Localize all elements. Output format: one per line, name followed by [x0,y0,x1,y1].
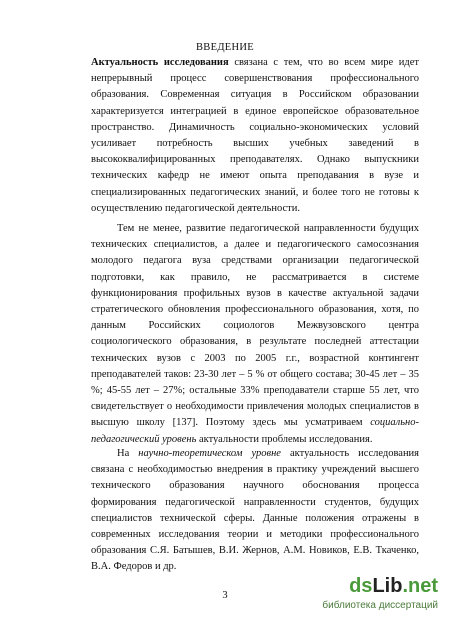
dslib-logo: dsLib.net [349,575,438,597]
paragraph-3-emphasis: научно-теоретическом уровне [138,448,281,459]
paragraph-3-text-b: актуальность исследования связана с необходимостью внедрения в практику учреждений высшего технического образования научного обоснования процесса формирования педагогической направленности студентов, будущих специалистов технической сферы. Данные положения отражены в современных исследования теории и методики профессионального образования С.Я. Батышев, В.И. Жернов, А.М. Новиков, Е.В. Ткаченко, В.А. Федоров и др. [91,448,420,573]
paragraph-relevance [91,55,419,217]
paragraph-social-level [91,221,419,448]
dslib-watermark[interactable] [312,575,442,615]
paragraph-2-text-b: актуальности проблемы исследования. [196,433,373,445]
dslib-subtitle: библиотека диссертаций [322,600,438,611]
paragraph-2-emphasis: социально-педагогический уровень [91,417,419,445]
paragraph-3-text-a: На [117,448,139,459]
paragraph-2-text-a: Тем не менее, развитие педагогической направленности будущих технических специалистов, а далее и педагогического самосознания молодого педагога вуза средствами организации педагогической подготовки, как правило, не рассматривается в системе функционирования профильных вузов в качестве актуальной задачи стратегического обновления профессионального образования, хотя, по данным Российских социологов Межвузовского центра социологического образования, в результате последней аттестации технических вузов с 2003 по 2005 г.г., возрастной контингент преподавателей таков: 23-30 лет – 5 % от общего состава; 30-45 лет – 35 %; 45-55 лет – 27%; остальные 33% преподаватели старше 55 лет, что свидетельствует о необходимости привлечения молодых специалистов в высшую школу [137]. Поэтому здесь мы усматриваем [91,223,419,429]
paragraph-theory-level [91,446,419,576]
relevance-heading: Актуальность исследования [91,57,229,68]
page-title: ВВЕДЕНИЕ [196,42,254,53]
paragraph-1-text: связана с тем, что во всем мире идет непрерывный процесс совершенствования профессионального образования. Современная ситуация в Российском образовании характеризуется интеграцией в единое европейское образовательное пространство. Динамичность социально-экономических условий усиливает потребность высших учебных заведений в высококвалифицированных преподавателях. Однако выпускники технических кафедр не имеют опыта преподавания в вузе и специализированных педагогических знаний, и более того не готовы к осуществлению педагогической деятельности. [91,57,419,214]
page-number: 3 [222,590,228,601]
